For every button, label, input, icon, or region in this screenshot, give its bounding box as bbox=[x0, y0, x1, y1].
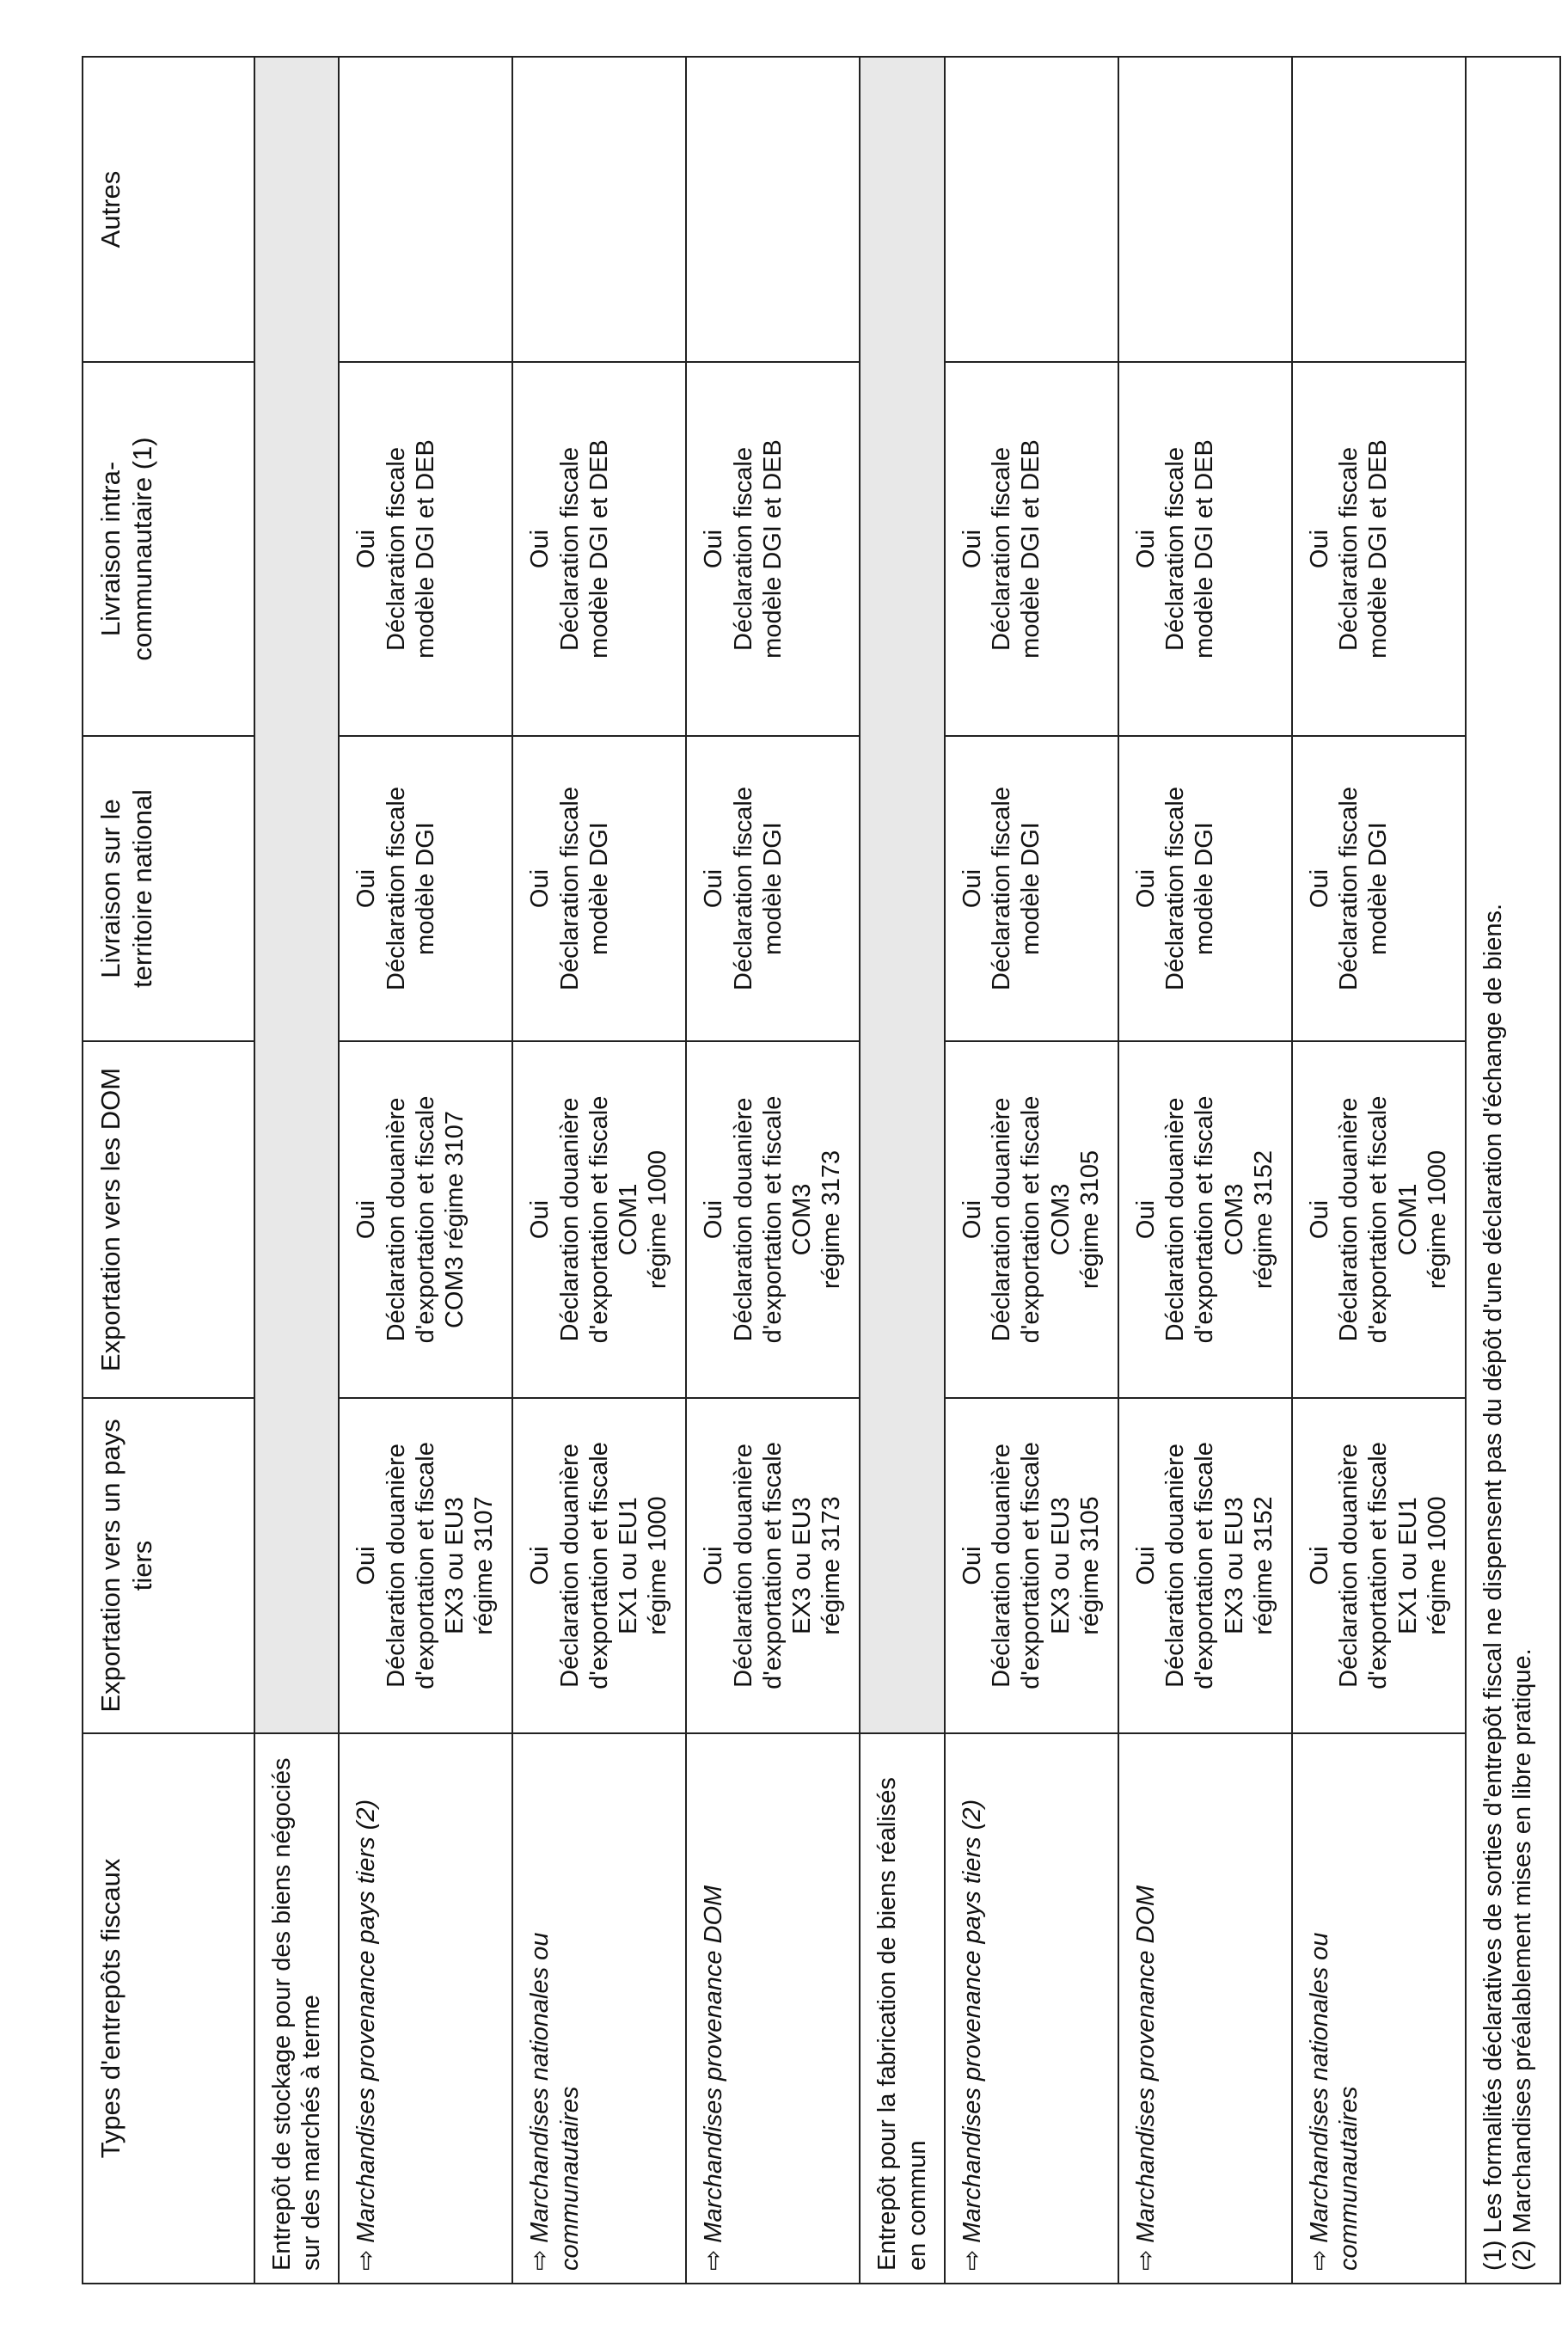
cell-line: régime 3105 bbox=[1075, 1150, 1104, 1290]
cell-national bbox=[686, 736, 860, 1041]
cell-line: EX3 ou EU3 bbox=[788, 1497, 817, 1634]
cell-line: Oui bbox=[700, 1546, 728, 1585]
cell-line: Déclaration fiscale bbox=[988, 447, 1016, 651]
cell-pays-tiers bbox=[339, 1398, 512, 1733]
cell-dom bbox=[339, 1041, 512, 1398]
cell-line: régime 3105 bbox=[1075, 1496, 1104, 1635]
cell-line: Oui bbox=[1305, 529, 1333, 569]
cell-line: régime 3152 bbox=[1249, 1150, 1277, 1290]
cell-line: Déclaration fiscale bbox=[382, 447, 410, 651]
cell-line: régime 3173 bbox=[818, 1150, 846, 1290]
cell-line: modèle DGI bbox=[411, 822, 439, 955]
section-row bbox=[860, 57, 944, 2284]
cell-line: régime 1000 bbox=[644, 1496, 672, 1635]
cell-line: régime 1000 bbox=[1423, 1150, 1451, 1290]
cell-line: COM3 bbox=[788, 1183, 817, 1256]
arrow-right-icon: ⇨ bbox=[1131, 2249, 1160, 2271]
cell-pays-tiers bbox=[512, 1398, 686, 1733]
cell-line: Déclaration fiscale bbox=[729, 787, 757, 990]
cell-autres bbox=[1292, 57, 1466, 362]
cell-dom bbox=[1292, 1041, 1466, 1398]
arrow-right-icon: ⇨ bbox=[958, 2249, 986, 2271]
cell-intra bbox=[1118, 362, 1292, 736]
cell-line: modèle DGI bbox=[1191, 822, 1219, 955]
cell-line: Déclaration douanière bbox=[1161, 1097, 1190, 1342]
cell-line: d'exportation et fiscale bbox=[758, 1442, 787, 1689]
cell-line: d'exportation et fiscale bbox=[1364, 1442, 1393, 1689]
cell-line: Oui bbox=[1305, 868, 1333, 909]
cell-line: Déclaration fiscale bbox=[1161, 447, 1190, 651]
header-intra: Livraison intra-communautaire (1) bbox=[83, 362, 254, 736]
cell-autres bbox=[339, 57, 512, 362]
cell-line: Oui bbox=[526, 1546, 554, 1585]
arrow-right-icon: ⇨ bbox=[526, 2249, 554, 2271]
table-row bbox=[945, 57, 1118, 2284]
cell-line: d'exportation et fiscale bbox=[1017, 1442, 1045, 1689]
cell-pays-tiers bbox=[945, 1398, 1118, 1733]
cell-line: d'exportation et fiscale bbox=[1364, 1095, 1393, 1344]
table-row bbox=[339, 57, 512, 2284]
cell-line: Oui bbox=[352, 868, 381, 909]
table-row bbox=[1118, 57, 1292, 2284]
cell-line: Oui bbox=[958, 529, 986, 569]
cell-intra bbox=[512, 362, 686, 736]
footnote-1: (1) Les formalités déclaratives de sorties d'entrepôt fiscal ne dispensent pas du dépôt d'une déclaration d'échange de biens. bbox=[1479, 903, 1507, 2271]
cell-national bbox=[1118, 736, 1292, 1041]
cell-line: Oui bbox=[526, 1199, 554, 1240]
cell-line: Déclaration fiscale bbox=[555, 447, 584, 651]
cell-line: modèle DGI et DEB bbox=[758, 439, 787, 659]
section-title: Entrepôt pour la fabrication de biens réalisés en commun bbox=[860, 1733, 944, 2284]
cell-line: Oui bbox=[352, 1199, 381, 1240]
row-label bbox=[339, 1733, 512, 2284]
cell-line: Oui bbox=[1305, 1546, 1333, 1585]
row-label-text: Marchandises provenance pays tiers (2) bbox=[958, 1799, 986, 2243]
cell-line: Oui bbox=[1131, 1199, 1160, 1240]
cell-line: Oui bbox=[1131, 1546, 1160, 1585]
row-label bbox=[945, 1733, 1118, 2284]
cell-line: Déclaration douanière bbox=[1335, 1097, 1363, 1342]
cell-line: Déclaration fiscale bbox=[1335, 787, 1363, 990]
cell-line: d'exportation et fiscale bbox=[1017, 1095, 1045, 1344]
cell-line: Oui bbox=[700, 1199, 728, 1240]
arrow-right-icon: ⇨ bbox=[352, 2249, 381, 2271]
cell-line: Déclaration douanière bbox=[1161, 1444, 1190, 1688]
cell-national bbox=[512, 736, 686, 1041]
section-filler bbox=[860, 57, 944, 1733]
row-label bbox=[512, 1733, 686, 2284]
section-row bbox=[254, 57, 339, 2284]
cell-line: Oui bbox=[352, 529, 381, 569]
cell-line: modèle DGI bbox=[758, 822, 787, 955]
cell-line: Oui bbox=[526, 868, 554, 909]
row-label bbox=[686, 1733, 860, 2284]
cell-line: EX3 ou EU3 bbox=[1046, 1497, 1075, 1634]
cell-intra bbox=[339, 362, 512, 736]
cell-pays-tiers bbox=[686, 1398, 860, 1733]
row-label bbox=[1292, 1733, 1466, 2284]
table-row bbox=[1292, 57, 1466, 2284]
cell-line: régime 3107 bbox=[470, 1496, 499, 1635]
cell-line: Oui bbox=[352, 1546, 381, 1585]
cell-dom bbox=[512, 1041, 686, 1398]
cell-line: modèle DGI et DEB bbox=[411, 439, 439, 659]
cell-line: d'exportation et fiscale bbox=[585, 1442, 613, 1689]
cell-line: EX1 ou EU1 bbox=[615, 1497, 643, 1634]
cell-line: modèle DGI bbox=[585, 822, 613, 955]
cell-autres bbox=[945, 57, 1118, 362]
cell-dom bbox=[686, 1041, 860, 1398]
row-label-text: Marchandises nationales ou communautaires bbox=[1305, 1932, 1363, 2271]
entrepots-table bbox=[82, 56, 1561, 2284]
header-row bbox=[83, 57, 254, 2284]
cell-line: régime 3173 bbox=[818, 1496, 846, 1635]
cell-line: COM1 bbox=[1393, 1183, 1422, 1256]
arrow-right-icon: ⇨ bbox=[700, 2249, 728, 2271]
section-title: Entrepôt de stockage pour des biens négociés sur des marchés à terme bbox=[254, 1733, 339, 2284]
arrow-right-icon: ⇨ bbox=[1305, 2249, 1333, 2271]
cell-line: d'exportation et fiscale bbox=[411, 1442, 439, 1689]
row-label-text: Marchandises provenance pays tiers (2) bbox=[352, 1799, 381, 2243]
cell-line: Déclaration douanière bbox=[555, 1097, 584, 1342]
cell-line: Déclaration fiscale bbox=[729, 447, 757, 651]
cell-line: COM3 régime 3107 bbox=[441, 1110, 469, 1329]
header-autres: Autres bbox=[83, 57, 254, 362]
footnotes bbox=[1466, 57, 1560, 2284]
cell-intra bbox=[945, 362, 1118, 736]
header-dom: Exportation vers les DOM bbox=[83, 1041, 254, 1398]
section-filler bbox=[254, 57, 339, 1733]
cell-line: Oui bbox=[958, 868, 986, 909]
cell-line: Déclaration douanière bbox=[382, 1444, 410, 1688]
cell-dom bbox=[1118, 1041, 1292, 1398]
footnote-2: (2) Marchandises préalablement mises en libre pratique. bbox=[1509, 1648, 1537, 2271]
cell-line: Oui bbox=[700, 868, 728, 909]
cell-line: modèle DGI et DEB bbox=[1364, 439, 1393, 659]
cell-line: Déclaration douanière bbox=[988, 1097, 1016, 1342]
cell-autres bbox=[512, 57, 686, 362]
cell-intra bbox=[1292, 362, 1466, 736]
cell-line: Déclaration fiscale bbox=[555, 787, 584, 990]
table-row bbox=[686, 57, 860, 2284]
cell-line: EX1 ou EU1 bbox=[1393, 1497, 1422, 1634]
cell-line: Oui bbox=[1305, 1199, 1333, 1240]
table-row bbox=[512, 57, 686, 2284]
cell-line: régime 1000 bbox=[644, 1150, 672, 1290]
cell-line: Déclaration douanière bbox=[382, 1097, 410, 1342]
cell-line: COM3 bbox=[1046, 1183, 1075, 1256]
cell-line: Déclaration douanière bbox=[988, 1444, 1016, 1688]
cell-line: régime 1000 bbox=[1423, 1496, 1451, 1635]
cell-line: Déclaration fiscale bbox=[382, 787, 410, 990]
cell-line: d'exportation et fiscale bbox=[1191, 1442, 1219, 1689]
cell-line: Oui bbox=[1131, 868, 1160, 909]
cell-pays-tiers bbox=[1292, 1398, 1466, 1733]
cell-line: Déclaration douanière bbox=[555, 1444, 584, 1688]
cell-line: Oui bbox=[700, 529, 728, 569]
footnote-row bbox=[1466, 57, 1560, 2284]
cell-line: COM3 bbox=[1220, 1183, 1248, 1256]
cell-dom bbox=[945, 1041, 1118, 1398]
header-national: Livraison sur le territoire national bbox=[83, 736, 254, 1041]
cell-line: d'exportation et fiscale bbox=[411, 1095, 439, 1344]
cell-line: Oui bbox=[526, 529, 554, 569]
header-pays-tiers: Exportation vers un pays tiers bbox=[83, 1398, 254, 1733]
cell-line: Déclaration fiscale bbox=[1335, 447, 1363, 651]
cell-line: Déclaration douanière bbox=[729, 1444, 757, 1688]
cell-line: Oui bbox=[958, 1546, 986, 1585]
row-label-text: Marchandises provenance DOM bbox=[700, 1885, 728, 2243]
cell-national bbox=[1292, 736, 1466, 1041]
cell-national bbox=[339, 736, 512, 1041]
cell-intra bbox=[686, 362, 860, 736]
cell-line: modèle DGI et DEB bbox=[1017, 439, 1045, 659]
cell-line: Oui bbox=[958, 1199, 986, 1240]
row-label-text: Marchandises provenance DOM bbox=[1131, 1885, 1160, 2243]
header-types: Types d'entrepôts fiscaux bbox=[83, 1733, 254, 2284]
cell-national bbox=[945, 736, 1118, 1041]
cell-autres bbox=[686, 57, 860, 362]
cell-line: d'exportation et fiscale bbox=[585, 1095, 613, 1344]
cell-line: Déclaration douanière bbox=[729, 1097, 757, 1342]
cell-line: Déclaration fiscale bbox=[1161, 787, 1190, 990]
cell-pays-tiers bbox=[1118, 1398, 1292, 1733]
cell-line: Oui bbox=[1131, 529, 1160, 569]
cell-line: d'exportation et fiscale bbox=[1191, 1095, 1219, 1344]
cell-line: COM1 bbox=[615, 1183, 643, 1256]
cell-line: régime 3152 bbox=[1249, 1496, 1277, 1635]
cell-line: EX3 ou EU3 bbox=[1220, 1497, 1248, 1634]
cell-line: modèle DGI et DEB bbox=[1191, 439, 1219, 659]
cell-autres bbox=[1118, 57, 1292, 362]
cell-line: Déclaration fiscale bbox=[988, 787, 1016, 990]
cell-line: modèle DGI bbox=[1364, 822, 1393, 955]
cell-line: EX3 ou EU3 bbox=[441, 1497, 469, 1634]
cell-line: modèle DGI et DEB bbox=[585, 439, 613, 659]
row-label bbox=[1118, 1733, 1292, 2284]
row-label-text: Marchandises nationales ou communautaires bbox=[526, 1932, 584, 2271]
cell-line: Déclaration douanière bbox=[1335, 1444, 1363, 1688]
cell-line: d'exportation et fiscale bbox=[758, 1095, 787, 1344]
cell-line: modèle DGI bbox=[1017, 822, 1045, 955]
